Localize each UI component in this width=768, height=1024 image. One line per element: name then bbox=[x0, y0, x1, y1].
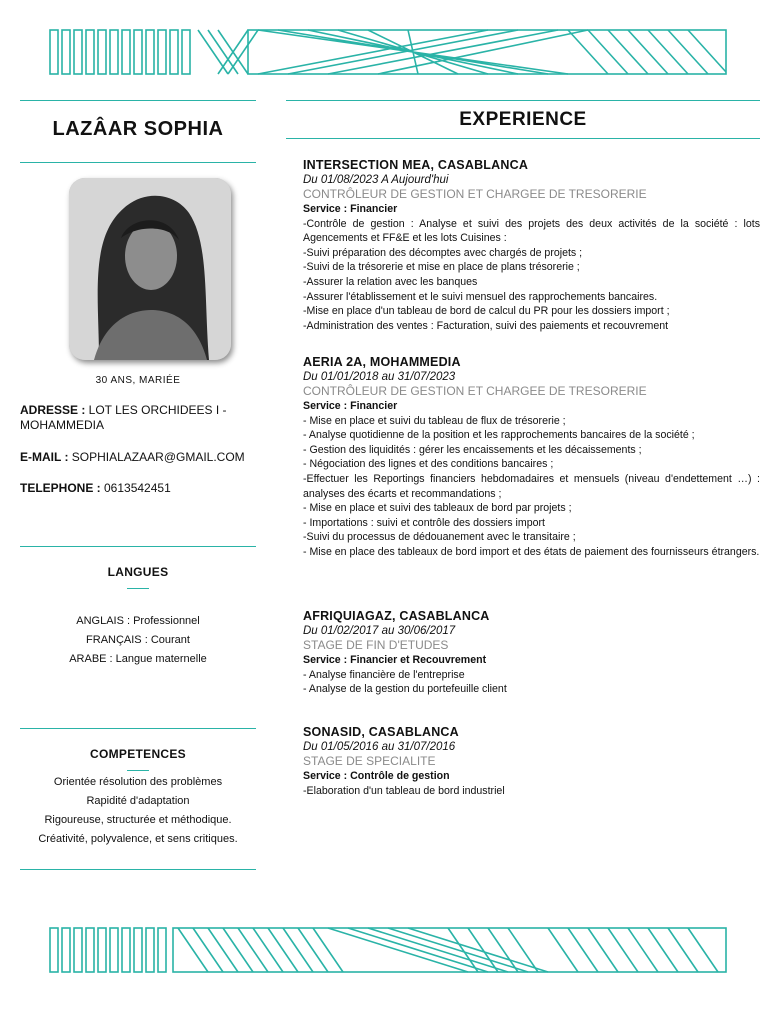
job-task: - Négociation des lignes et des conditions bancaires ; bbox=[303, 458, 554, 471]
job-task: -Suivi préparation des décomptes avec chargés de projets ; bbox=[303, 246, 583, 259]
job-service: Service : Financier bbox=[303, 203, 398, 215]
job-service: Service : Financier bbox=[303, 400, 398, 412]
languages-list bbox=[20, 612, 256, 669]
skills-title: COMPETENCES bbox=[90, 747, 186, 761]
divider bbox=[286, 100, 760, 101]
job-company: AERIA 2A, MOHAMMEDIA bbox=[303, 355, 461, 369]
job-service: Service : Contrôle de gestion bbox=[303, 770, 450, 782]
job-role: CONTRÔLEUR DE GESTION ET CHARGEE DE TRESORERIE bbox=[303, 384, 647, 398]
job-task: - Gestion des liquidités : gérer les encaissements et les décaissements ; bbox=[303, 443, 642, 456]
phone bbox=[20, 481, 260, 496]
job-dates: Du 01/02/2017 au 30/06/2017 bbox=[303, 625, 456, 637]
job-entry bbox=[303, 608, 760, 697]
job-company: SONASID, CASABLANCA bbox=[303, 725, 459, 739]
address bbox=[20, 403, 260, 433]
divider bbox=[20, 869, 256, 870]
job-dates: Du 01/05/2016 au 31/07/2016 bbox=[303, 741, 456, 753]
job-task: -Effectuer les Reportings financiers hebdomadaires et mensuels (niveau d'endettement …) : analyses des écarts et recommandations ; bbox=[303, 472, 760, 500]
job-task: -Administration des ventes : Facturation, suivi des paiements et recouvrement bbox=[303, 319, 669, 332]
experience-title: EXPERIENCE bbox=[459, 109, 587, 130]
job-task: -Contrôle de gestion : Analyse et suivi des projets des deux activités de la société : lots Agencements et FF&E et les lots Cuisines : bbox=[303, 217, 760, 245]
skill-item: Rapidité d'adaptation bbox=[86, 795, 190, 807]
address-value: LOT LES ORCHIDEES I - MOHAMMEDIA bbox=[20, 403, 227, 432]
language-item: FRANÇAIS : Courant bbox=[86, 634, 190, 646]
skill-item: Rigoureuse, structurée et méthodique. bbox=[44, 814, 232, 826]
job-task: - Analyse de la gestion du portefeuille client bbox=[303, 683, 507, 696]
job-task: - Mise en place et suivi des tableaux de bord par projets ; bbox=[303, 502, 572, 515]
job-task: -Suivi du processus de dédouanement avec le transitaire ; bbox=[303, 531, 576, 544]
skills-list bbox=[20, 773, 256, 849]
job-dates: Du 01/08/2023 A Aujourd'hui bbox=[303, 174, 449, 186]
job-company: INTERSECTION MEA, CASABLANCA bbox=[303, 158, 529, 172]
languages-title: LANGUES bbox=[107, 565, 169, 579]
divider bbox=[20, 728, 256, 729]
job-task: -Suivi de la trésorerie et mise en place de plans trésorerie ; bbox=[303, 261, 580, 274]
age-marital-status: 30 ANS, MARIÉE bbox=[95, 375, 181, 386]
job-entry bbox=[303, 354, 760, 560]
job-dates: Du 01/01/2018 au 31/07/2023 bbox=[303, 371, 456, 383]
job-task: - Analyse financière de l'entreprise bbox=[303, 668, 465, 681]
phone-value: 0613542451 bbox=[100, 481, 171, 495]
job-company: AFRIQUIAGAZ, CASABLANCA bbox=[303, 609, 490, 623]
profile-photo bbox=[69, 178, 231, 360]
divider bbox=[20, 162, 256, 163]
skill-item: Orientée résolution des problèmes bbox=[53, 776, 223, 788]
job-task: - Mise en place des tableaux de bord import et des états de paiement des fournisseurs étrangers. bbox=[303, 545, 760, 558]
job-role: CONTRÔLEUR DE GESTION ET CHARGEE DE TRESORERIE bbox=[303, 187, 647, 201]
job-role: STAGE DE SPECIALITE bbox=[303, 754, 436, 768]
candidate-name: LAZÂAR SOPHIA bbox=[52, 118, 224, 140]
email-label: E-MAIL : bbox=[20, 450, 69, 464]
divider bbox=[20, 546, 256, 547]
job-task: - Importations : suivi et contrôle des dossiers import bbox=[303, 516, 545, 529]
divider bbox=[286, 138, 760, 139]
job-task: -Elaboration d'un tableau de bord industriel bbox=[303, 784, 505, 797]
divider bbox=[20, 100, 256, 101]
job-task: -Assurer l'établissement et le suivi mensuel des rapprochements bancaires. bbox=[303, 290, 658, 303]
address-label: ADRESSE : bbox=[20, 403, 86, 417]
job-task: - Mise en place et suivi du tableau de flux de trésorerie ; bbox=[303, 414, 566, 427]
top-banner bbox=[48, 28, 728, 76]
job-role: STAGE DE FIN D'ETUDES bbox=[303, 638, 449, 652]
job-service: Service : Financier et Recouvrement bbox=[303, 654, 487, 666]
bottom-banner bbox=[48, 926, 728, 974]
language-item: ANGLAIS : Professionnel bbox=[76, 615, 200, 627]
language-item: ARABE : Langue maternelle bbox=[69, 653, 207, 665]
job-task: - Analyse quotidienne de la position et les rapprochements bancaires de la société ; bbox=[303, 429, 695, 442]
skill-item: Créativité, polyvalence, et sens critiques. bbox=[38, 833, 238, 845]
email bbox=[20, 450, 260, 465]
job-task: -Mise en place d'un tableau de bord de calcul du PR pour les dossiers import ; bbox=[303, 305, 670, 318]
phone-label: TELEPHONE : bbox=[20, 481, 101, 495]
job-entry bbox=[303, 157, 760, 333]
title-underline bbox=[127, 770, 149, 771]
title-underline bbox=[127, 588, 149, 589]
job-task: -Assurer la relation avec les banques bbox=[303, 275, 478, 288]
job-entry bbox=[303, 724, 760, 798]
email-value: SOPHIALAZAAR@GMAIL.COM bbox=[68, 450, 245, 464]
